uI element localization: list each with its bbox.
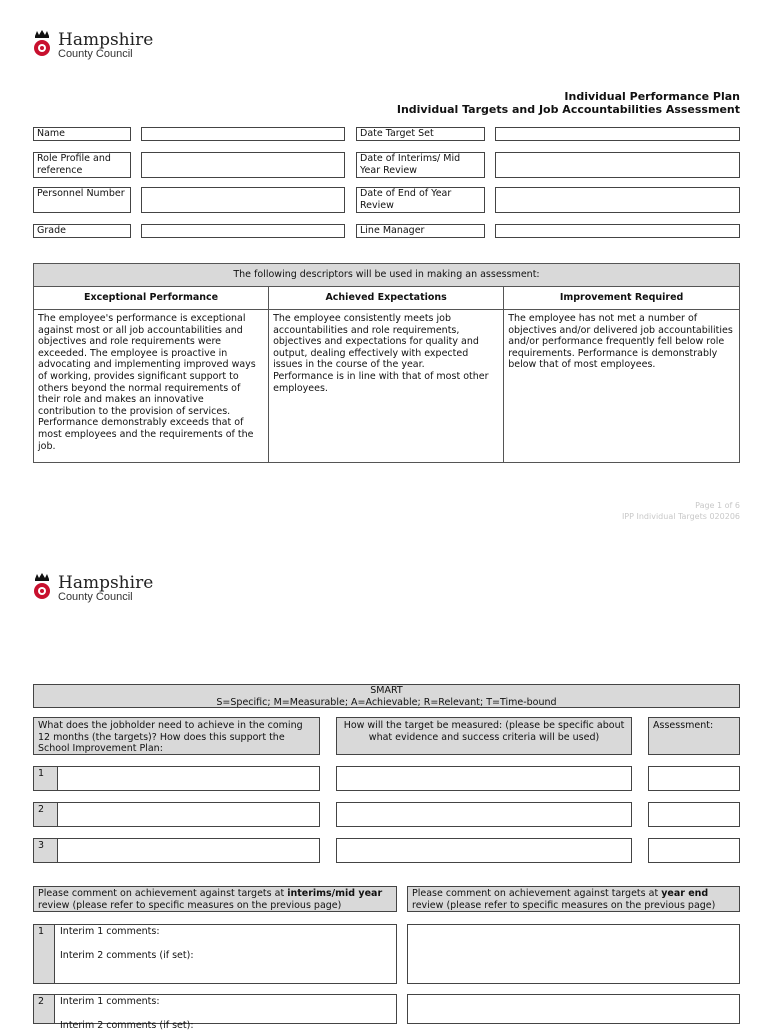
interim-header-text: Please comment on achievement against targets at [38,888,287,899]
measure-header: How will the target be measured: (please be specific about what evidence and success criteria will be used) [336,717,632,755]
interim-comment-input[interactable] [54,924,397,984]
text-exceptional: The employee's performance is exceptional against most or all job accountabilities and objectives and role requirements were exceeded. The employee is proactive in advocating and implementing improved ways of working, provides significant support to others beyond the normal requirements of their role and makes an innovative contribution to the provision of services. Performance demonstrably exceeds that of most employees and the requirements of the job. [34,310,269,463]
smart-definition: S=Specific; M=Measurable; A=Achievable; R=Relevant; T=Time-bound [34,697,739,709]
date-interims-label: Date of Interims/ Mid Year Review [356,152,485,178]
assessment-header: Assessment: [648,717,740,755]
target-row-number: 1 [33,766,58,791]
name-label: Name [33,127,131,141]
logo-name: Hampshire [58,30,153,50]
year-end-header-text: Please comment on achievement against targets at [412,888,661,899]
target-input[interactable] [57,802,320,827]
header-exceptional: Exceptional Performance [34,287,269,310]
date-interims-field[interactable] [495,152,740,178]
measure-input[interactable] [336,802,632,827]
measure-input[interactable] [336,766,632,791]
target-input[interactable] [57,766,320,791]
smart-banner [33,684,740,708]
smart-title: SMART [34,685,739,697]
title-line-1: Individual Performance Plan [300,90,740,103]
descriptors-intro: The following descriptors will be used in making an assessment: [34,264,740,287]
header-improvement: Improvement Required [504,287,740,310]
interim-header-text-end: review (please refer to specific measures on the previous page) [38,900,341,911]
interim-2-label: Interim 2 comments (if set): [60,1020,391,1031]
text-improvement: The employee has not met a number of objectives and/or delivered job accountabilities and/or performance frequently fell below role requirements. Performance is demonstrably below that of most employees. [504,310,740,463]
crown-rose-emblem-icon [32,30,52,60]
assessment-input[interactable] [648,838,740,863]
year-end-header-text-end: review (please refer to specific measures on the previous page) [412,900,715,911]
text-achieved: The employee consistently meets job accountabilities and role requirements, objectives and expectations for quality and output, dealing effectively with expected issues in the course of the year. Performance is in line with that of most other employees. [269,310,504,463]
role-profile-label: Role Profile and reference [33,152,131,178]
measure-input[interactable] [336,838,632,863]
personnel-number-field[interactable] [141,187,345,213]
line-manager-label: Line Manager [356,224,485,238]
assessment-input[interactable] [648,802,740,827]
logo [32,30,152,62]
interim-2-label: Interim 2 comments (if set): [60,950,391,962]
interim-1-label: Interim 1 comments: [60,926,391,938]
year-end-comments-header [407,886,740,912]
year-end-comment-input[interactable] [407,994,740,1024]
target-input[interactable] [57,838,320,863]
role-profile-field[interactable] [141,152,345,178]
page-footer [500,500,740,522]
year-end-header-emphasis: year end [661,888,708,899]
target-row-number: 3 [33,838,58,863]
interim-header-emphasis: interims/mid year [287,888,382,899]
interim-comments-header [33,886,397,912]
year-end-comment-input[interactable] [407,924,740,984]
comment-row-number: 1 [33,924,55,984]
target-row-number: 2 [33,802,58,827]
crown-rose-emblem-icon [32,573,52,603]
logo-subname: County Council [58,48,133,60]
logo-subname: County Council [58,591,133,603]
logo-page-2 [32,573,152,605]
descriptors-table [33,263,740,463]
date-end-year-label: Date of End of Year Review [356,187,485,213]
line-manager-field[interactable] [495,224,740,238]
personnel-number-label: Personnel Number [33,187,131,213]
grade-field[interactable] [141,224,345,238]
interim-1-label: Interim 1 comments: [60,996,391,1008]
targets-header: What does the jobholder need to achieve in the coming 12 months (the targets)? How does this support the School Improvement Plan: [33,717,320,755]
document-ref: IPP Individual Targets 020206 [500,511,740,522]
page-number: Page 1 of 6 [500,500,740,511]
header-achieved: Achieved Expectations [269,287,504,310]
logo-name: Hampshire [58,573,153,593]
date-target-set-label: Date Target Set [356,127,485,141]
date-end-year-field[interactable] [495,187,740,213]
grade-label: Grade [33,224,131,238]
assessment-input[interactable] [648,766,740,791]
page-title [300,90,740,116]
comment-row-number: 2 [33,994,55,1024]
title-line-2: Individual Targets and Job Accountabilities Assessment [300,103,740,116]
date-target-set-field[interactable] [495,127,740,141]
interim-comment-input[interactable] [54,994,397,1024]
name-field[interactable] [141,127,345,141]
